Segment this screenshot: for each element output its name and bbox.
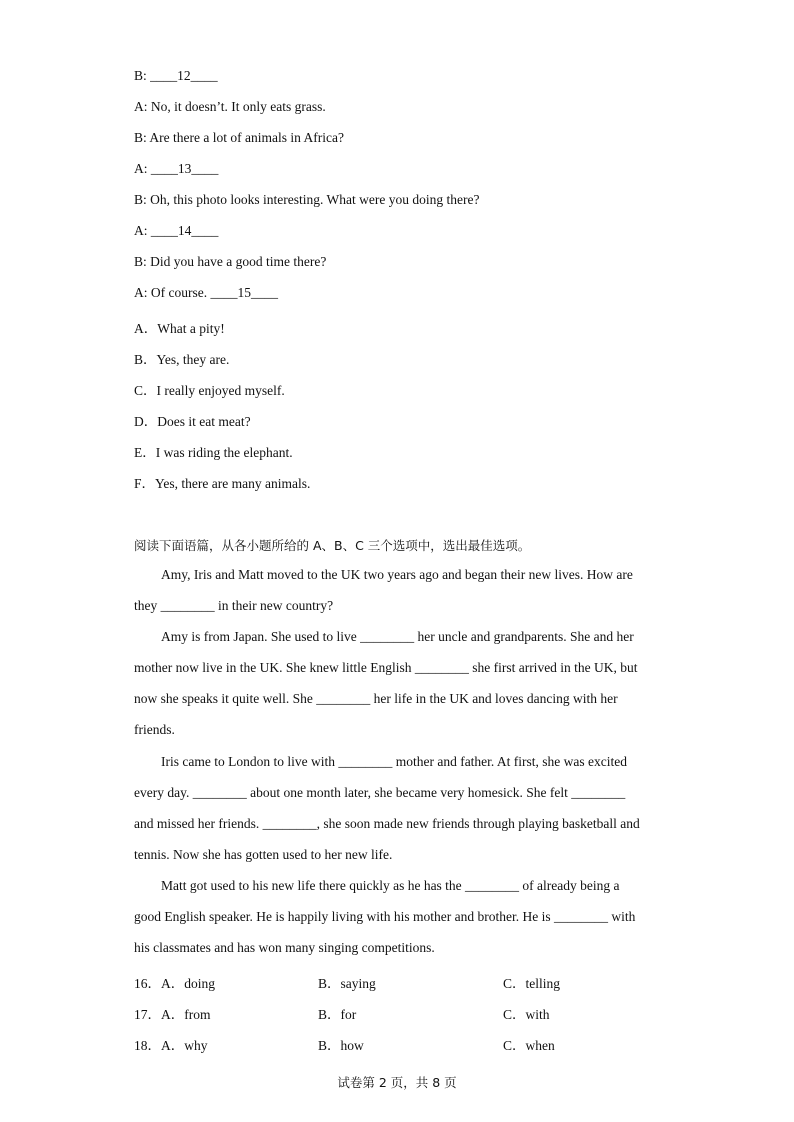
dialogue-line (134, 68, 218, 84)
passage-line: good English speaker. He is happily living with his mother and brother. He is ________ with (134, 909, 636, 924)
passage-line: they ________ in their new country? (134, 598, 334, 613)
passage-line: mother now live in the UK. She knew little English ________ she first arrived in the UK, but (134, 660, 638, 675)
passage-line: Amy, Iris and Matt moved to the UK two years ago and began their new lives. How are (161, 567, 633, 582)
option-item (134, 348, 229, 368)
passage-line: tennis. Now she has gotten used to her new life. (134, 847, 393, 862)
question-choice-a (134, 1003, 211, 1023)
passage-line: Matt got used to his new life there quickly as he has the ________ of already being a (161, 878, 620, 893)
question-choice-c: C．telling (503, 976, 560, 991)
dialogue-text: Are there a lot of animals in Africa? (149, 130, 344, 145)
page-footer: 试卷第 2 页，共 8 页 (337, 1075, 457, 1090)
dialogue-text: No, it doesn’t. It only eats grass. (150, 99, 326, 114)
dialogue-line (134, 99, 326, 115)
answer-blank: ____13____ (150, 161, 219, 176)
passage-line: Iris came to London to live with ________ mother and father. At first, she was excited (161, 754, 628, 769)
dialogue-text: Of course. (150, 285, 211, 300)
answer-blank: ____12____ (150, 68, 218, 83)
choice-a-text: A．from (161, 1007, 211, 1022)
option-item (134, 379, 285, 399)
option-letter: A． (134, 321, 158, 336)
passage-line: his classmates and has won many singing competitions. (134, 940, 435, 955)
answer-blank: ____15____ (210, 285, 278, 300)
option-text: I really enjoyed myself. (156, 383, 285, 398)
option-text: Yes, there are many animals. (155, 476, 311, 491)
dialogue-line (134, 254, 326, 270)
passage-line: friends. (134, 722, 175, 737)
question-number: 16． (134, 976, 161, 991)
speaker-label: A: (134, 161, 148, 176)
passage-line: now she speaks it quite well. She ________ her life in the UK and loves dancing with her (134, 691, 618, 706)
option-letter: E． (134, 445, 156, 460)
option-text: I was riding the elephant. (155, 445, 293, 460)
dialogue-line (134, 223, 218, 239)
section-instruction: 阅读下面语篇，从各小题所给的 A、B、C 三个选项中，选出最佳选项。 (134, 538, 531, 553)
question-number: 18． (134, 1038, 161, 1053)
option-item (134, 317, 225, 337)
option-letter: F． (134, 476, 156, 491)
speaker-label: A: (134, 285, 148, 300)
option-item (134, 410, 251, 430)
speaker-label: A: (134, 223, 148, 238)
dialogue-line (134, 192, 479, 208)
dialogue-line (134, 285, 278, 301)
passage-line: every day. ________ about one month later, she became very homesick. She felt ________ (134, 785, 626, 800)
question-choice-a (134, 1034, 208, 1054)
speaker-label: B: (134, 68, 147, 83)
speaker-label: A: (134, 99, 148, 114)
answer-blank: ____14____ (150, 223, 219, 238)
choice-a-text: A．doing (161, 976, 215, 991)
question-choice-a (134, 972, 215, 992)
speaker-label: B: (134, 130, 147, 145)
dialogue-line (134, 130, 344, 146)
question-choice-b: B．how (318, 1038, 364, 1053)
question-number: 17． (134, 1007, 161, 1022)
dialogue-line (134, 161, 218, 177)
option-letter: B． (134, 352, 157, 367)
speaker-label: B: (134, 192, 147, 207)
option-item (134, 472, 310, 492)
option-letter: C． (134, 383, 157, 398)
option-text: Does it eat meat? (157, 414, 251, 429)
choice-a-text: A．why (161, 1038, 208, 1053)
question-choice-b: B．for (318, 1007, 357, 1022)
dialogue-text: Did you have a good time there? (150, 254, 327, 269)
option-text: What a pity! (157, 321, 225, 336)
question-choice-c: C．when (503, 1038, 555, 1053)
option-text: Yes, they are. (156, 352, 230, 367)
passage-line: Amy is from Japan. She used to live ________ her uncle and grandparents. She and her (161, 629, 634, 644)
option-letter: D． (134, 414, 158, 429)
speaker-label: B: (134, 254, 147, 269)
passage-line: and missed her friends. ________, she soon made new friends through playing basketball and (134, 816, 640, 831)
option-item (134, 441, 293, 461)
dialogue-text: Oh, this photo looks interesting. What were you doing there? (150, 192, 480, 207)
question-choice-c: C．with (503, 1007, 550, 1022)
question-choice-b: B．saying (318, 976, 376, 991)
